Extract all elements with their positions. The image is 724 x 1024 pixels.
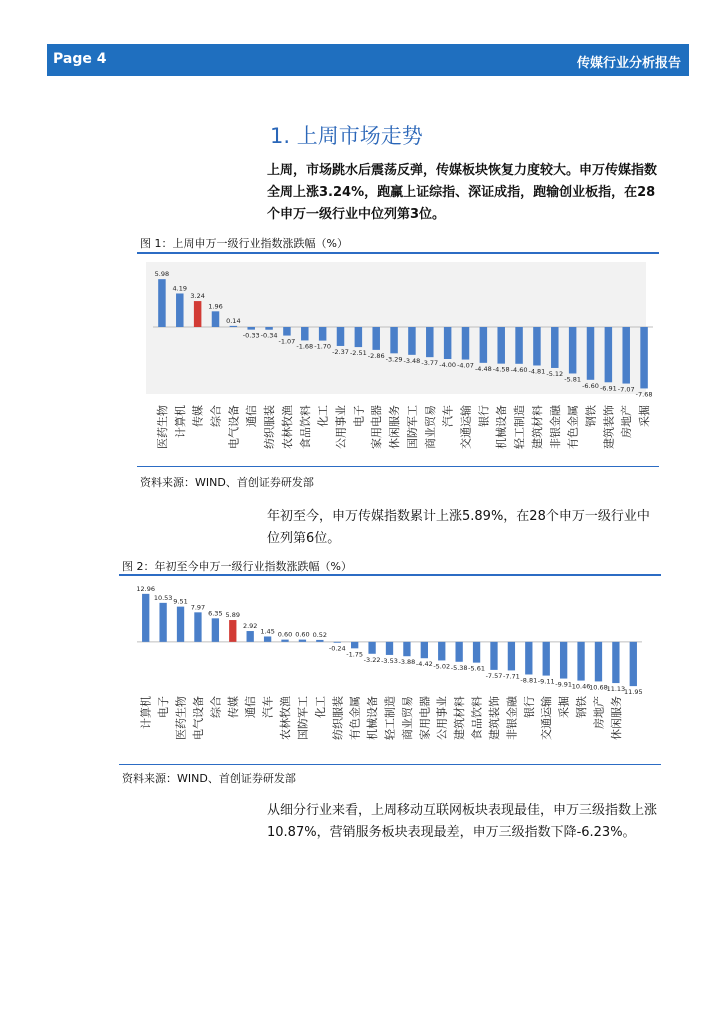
bar-25 [587, 327, 595, 380]
data-label-6: -0.33 [242, 331, 260, 340]
data-label-8: -1.07 [278, 337, 296, 346]
bar-19 [455, 642, 462, 662]
bar-15 [408, 327, 416, 355]
data-label-15: -3.53 [381, 656, 398, 665]
page-label: Page 4 [53, 51, 107, 67]
category-label-2: 电子 [157, 696, 171, 718]
data-label-26: -6.91 [599, 384, 617, 393]
data-label-11: -2.37 [332, 347, 349, 356]
data-label-8: 1.45 [260, 627, 275, 636]
category-label-24: 交通运输 [540, 696, 554, 740]
data-label-28: -7.68 [635, 390, 653, 399]
category-label-12: 纺织服装 [331, 696, 345, 740]
category-label-17: 汽车 [441, 405, 455, 427]
paragraph-subsectors: 从细分行业来看，上周移动互联网板块表现最佳，申万三级指数上涨10.87%，营销服务板块表现最差，申万三级指数下降-6.23%。 [267, 803, 658, 840]
data-label-21: -7.57 [485, 671, 503, 680]
data-label-2: 4.19 [172, 284, 188, 293]
category-label-25: 钢铁 [584, 405, 598, 427]
bar-12 [334, 642, 341, 643]
bar-22 [533, 327, 541, 365]
data-label-22: -7.71 [502, 672, 520, 681]
category-label-7: 通信 [244, 696, 258, 718]
bar-17 [421, 642, 428, 658]
bar-3 [177, 607, 184, 642]
category-label-21: 建筑装饰 [487, 696, 501, 740]
bar-8 [283, 327, 291, 336]
category-label-1: 计算机 [139, 696, 153, 729]
category-label-1: 医药生物 [155, 405, 169, 449]
category-label-15: 轻工制造 [383, 696, 397, 740]
data-label-24: -9.11 [537, 677, 555, 686]
bar-14 [368, 642, 375, 654]
bar-10 [299, 640, 306, 642]
category-label-12: 电子 [352, 405, 366, 427]
data-label-28: 11.13 [606, 685, 626, 694]
data-label-14: -3.22 [363, 655, 381, 664]
category-label-18: 公用事业 [435, 696, 449, 740]
bar-28 [640, 327, 648, 388]
category-label-3: 传媒 [191, 405, 205, 427]
data-label-14: -3.29 [385, 355, 403, 364]
category-label-27: 房地产 [592, 696, 606, 729]
bar-7 [265, 327, 273, 330]
data-label-3: 9.51 [173, 597, 188, 606]
data-label-23: -8.81 [520, 676, 538, 685]
bar-24 [569, 327, 577, 373]
data-label-29: 11.95 [623, 688, 643, 697]
bar-23 [551, 327, 559, 368]
bar-2 [176, 293, 184, 327]
category-label-10: 化工 [316, 405, 330, 427]
data-label-22: -4.81 [528, 367, 546, 376]
bar-9 [281, 640, 288, 642]
data-label-5: 6.35 [208, 609, 223, 618]
category-label-26: 钢铁 [575, 696, 589, 718]
category-label-18: 交通运输 [459, 405, 473, 449]
category-label-5: 电气设备 [227, 405, 241, 449]
category-label-9: 农林牧渔 [279, 696, 293, 740]
bar-12 [355, 327, 363, 347]
category-label-3: 医药生物 [174, 696, 188, 740]
category-label-20: 食品饮料 [470, 696, 484, 740]
data-label-17: -4.42 [415, 660, 433, 669]
bar-9 [301, 327, 309, 340]
bar-4 [194, 612, 201, 642]
figure-2-source: 资料来源：WIND、首创证券研发部 [122, 772, 296, 785]
bar-27 [622, 327, 630, 384]
figure-1-title: 图 1：上周申万一级行业指数涨跌幅（%） [140, 237, 348, 250]
bar-1 [142, 594, 149, 642]
category-label-9: 食品饮料 [298, 405, 312, 449]
data-label-2: 10.53 [153, 593, 173, 602]
bar-11 [316, 640, 323, 642]
figure-2-title: 图 2：年初至今申万一级行业指数涨跌幅（%） [122, 560, 352, 573]
data-label-27: -7.07 [617, 385, 635, 394]
category-label-4: 综合 [209, 405, 223, 427]
bar-26 [577, 642, 584, 681]
figure-1-top-rule [137, 252, 659, 254]
bar-5 [230, 326, 238, 327]
category-label-19: 银行 [477, 405, 491, 427]
data-label-13: -2.86 [367, 351, 385, 360]
bar-15 [386, 642, 393, 655]
figure-1-bottom-rule [137, 466, 659, 467]
category-label-6: 通信 [245, 405, 259, 427]
data-label-24: -5.81 [564, 375, 582, 384]
category-label-22: 建筑材料 [530, 405, 544, 449]
data-label-9: -1.68 [296, 342, 314, 351]
bar-2 [159, 603, 166, 642]
category-label-7: 纺织服装 [263, 405, 277, 449]
bar-10 [319, 327, 327, 341]
bar-21 [490, 642, 497, 670]
category-label-11: 化工 [313, 696, 327, 718]
category-label-26: 建筑装饰 [602, 405, 616, 449]
data-label-10: -1.70 [314, 342, 332, 351]
data-label-4: 1.96 [208, 302, 223, 311]
paragraph-summary: 上周，市场跳水后震荡反弹，传媒板块恢复力度较大。申万传媒指数全周上涨3.24%，跑赢上证综指、深证成指，跑输创业板指，在28个申万一级行业中位列第3位。 [267, 163, 658, 222]
data-label-18: -4.07 [457, 361, 474, 370]
data-label-20: -5.61 [468, 664, 485, 673]
category-label-19: 建筑材料 [453, 696, 467, 740]
header-bar [47, 44, 689, 76]
section-title: 1. 上周市场走势 [270, 124, 423, 148]
category-label-11: 公用事业 [334, 405, 348, 449]
bar-27 [595, 642, 602, 682]
data-label-12: -2.51 [349, 349, 367, 358]
data-label-20: -4.58 [492, 365, 510, 374]
bar-11 [337, 327, 345, 346]
data-label-15: -3.48 [403, 356, 421, 365]
bar-4 [212, 311, 220, 327]
bar-17 [444, 327, 452, 359]
paragraph-ytd: 年初至今，申万传媒指数累计上涨5.89%，在28个申万一级行业中位列第6位。 [267, 509, 650, 546]
category-label-4: 电气设备 [191, 696, 205, 740]
report-title: 传媒行业分析报告 [576, 56, 681, 71]
bar-20 [497, 327, 505, 364]
data-label-3: 3.24 [190, 292, 205, 301]
data-label-7: -0.34 [260, 331, 278, 340]
bar-16 [426, 327, 434, 357]
category-label-24: 有色金属 [566, 405, 580, 449]
data-label-11: 0.52 [312, 630, 328, 639]
category-label-27: 房地产 [620, 405, 634, 438]
data-label-16: -3.77 [421, 359, 439, 368]
bar-3 [194, 301, 202, 327]
data-label-23: -5.12 [546, 369, 564, 378]
bar-21 [515, 327, 523, 364]
data-label-1: 5.98 [154, 270, 170, 279]
data-label-16: -3.88 [398, 658, 416, 667]
bar-20 [473, 642, 480, 663]
data-label-27: 10.68 [589, 683, 608, 692]
bar-24 [543, 642, 550, 676]
bar-18 [462, 327, 470, 360]
category-label-14: 机械设备 [366, 696, 380, 740]
bar-13 [372, 327, 380, 350]
bar-6 [247, 327, 255, 330]
bar-26 [605, 327, 613, 382]
category-label-25: 采掘 [557, 696, 571, 718]
bar-5 [212, 618, 219, 642]
category-label-17: 家用电器 [418, 696, 432, 740]
category-label-5: 综合 [209, 696, 223, 718]
category-label-22: 非银金融 [505, 696, 519, 740]
category-label-16: 商业贸易 [400, 696, 414, 740]
data-label-18: -5.02 [433, 662, 451, 671]
data-label-26: 10.46 [571, 682, 591, 691]
bar-16 [403, 642, 410, 656]
category-label-10: 国防军工 [296, 696, 310, 740]
chart-1 [137, 255, 659, 463]
category-label-16: 商业贸易 [423, 405, 437, 449]
category-label-13: 有色金属 [348, 696, 362, 740]
chart-2 [119, 578, 661, 762]
category-label-13: 家用电器 [370, 405, 384, 449]
figure-2-top-rule [119, 574, 661, 576]
data-label-19: -4.48 [474, 364, 492, 373]
bar-13 [351, 642, 358, 648]
data-label-7: 2.92 [242, 622, 258, 631]
bar-14 [390, 327, 398, 353]
bar-19 [480, 327, 488, 363]
bar-28 [612, 642, 619, 683]
data-label-10: 0.60 [295, 630, 310, 639]
figure-2-bottom-rule [119, 764, 661, 765]
bar-7 [247, 631, 254, 642]
category-label-20: 机械设备 [495, 405, 509, 449]
data-label-25: -9.91 [555, 680, 573, 689]
category-label-23: 银行 [522, 696, 536, 718]
category-label-2: 计算机 [173, 405, 187, 438]
data-label-6: 5.89 [225, 611, 241, 620]
data-label-5: 0.14 [226, 316, 241, 325]
data-label-12: -0.24 [328, 644, 346, 653]
category-label-28: 休闲服务 [609, 696, 623, 740]
category-label-8: 农林牧渔 [280, 405, 294, 449]
category-label-15: 国防军工 [405, 405, 419, 449]
data-label-1: 12.96 [136, 584, 156, 593]
bar-1 [158, 279, 166, 327]
bar-18 [438, 642, 445, 661]
data-label-25: -6.60 [582, 381, 599, 390]
data-label-4: 7.97 [190, 603, 206, 612]
data-label-13: -1.75 [346, 650, 364, 659]
bar-29 [630, 642, 637, 686]
category-label-23: 非银金融 [548, 405, 562, 449]
bar-6 [229, 620, 236, 642]
data-label-9: 0.60 [277, 630, 293, 639]
category-label-6: 传媒 [226, 696, 240, 718]
bar-23 [525, 642, 532, 675]
data-label-17: -4.00 [439, 361, 457, 369]
data-label-21: -4.60 [510, 365, 528, 374]
category-label-14: 休闲服务 [388, 405, 402, 449]
bar-22 [508, 642, 515, 671]
bar-25 [560, 642, 567, 679]
bar-8 [264, 636, 271, 641]
category-label-8: 汽车 [261, 696, 275, 718]
category-label-21: 轻工制造 [513, 405, 527, 449]
data-label-19: -5.38 [450, 663, 468, 672]
figure-1-source: 资料来源：WIND、首创证券研发部 [140, 476, 314, 489]
category-label-28: 采掘 [638, 405, 652, 427]
